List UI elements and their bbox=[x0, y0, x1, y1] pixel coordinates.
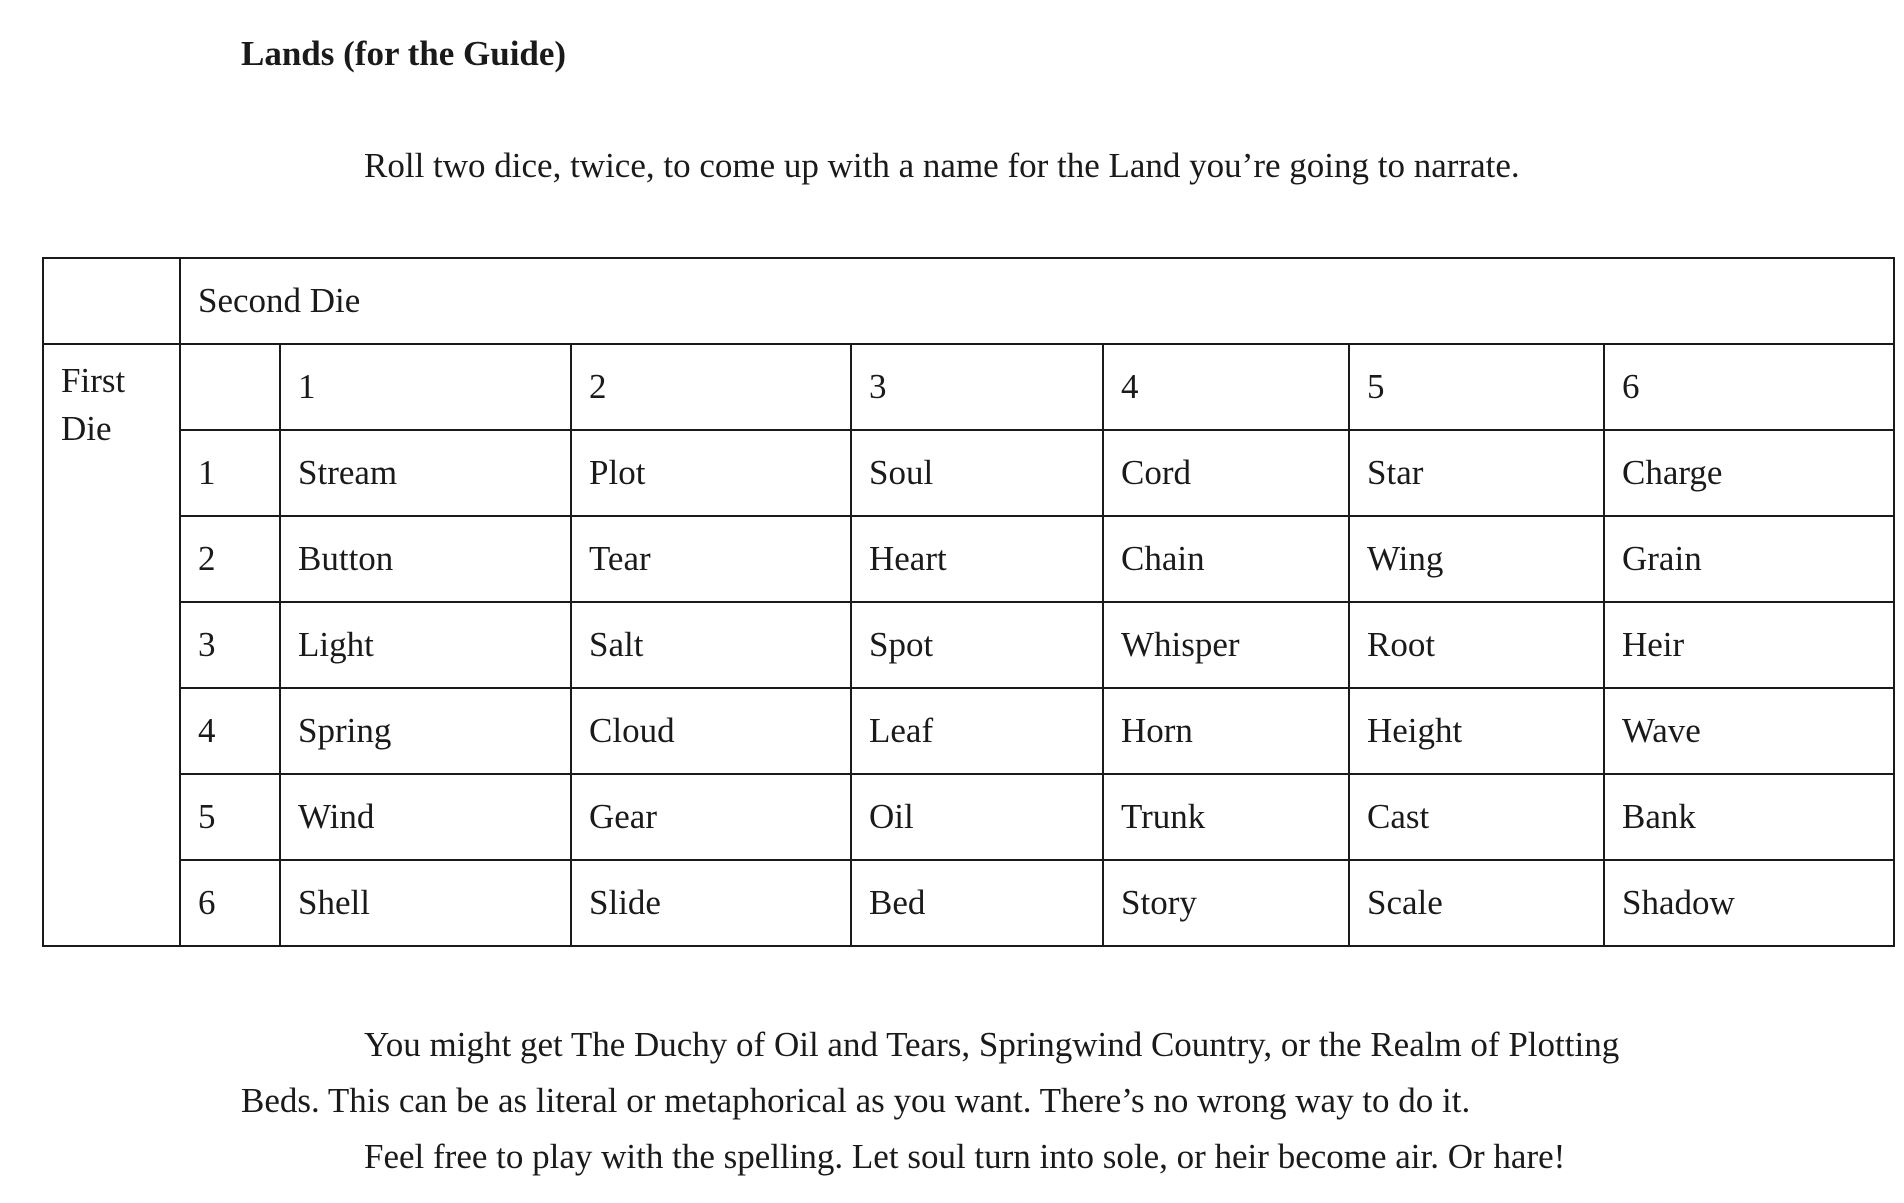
column-header: 4 bbox=[1103, 344, 1349, 430]
page-title: Lands (for the Guide) bbox=[241, 34, 567, 73]
table-cell: Salt bbox=[571, 602, 851, 688]
table-cell: Scale bbox=[1349, 860, 1604, 946]
table-row bbox=[43, 516, 1894, 602]
table-row bbox=[43, 688, 1894, 774]
table-cell: Slide bbox=[571, 860, 851, 946]
example-line-2: Beds. This can be as literal or metaphorical as you want. There’s no wrong way to do it. bbox=[241, 1081, 1471, 1120]
table-cell: Heart bbox=[851, 516, 1103, 602]
table-cell: Cloud bbox=[571, 688, 851, 774]
table-cell: Bank bbox=[1604, 774, 1894, 860]
table-cell: Cast bbox=[1349, 774, 1604, 860]
table-cell: Charge bbox=[1604, 430, 1894, 516]
column-header: 6 bbox=[1604, 344, 1894, 430]
table-cell: Trunk bbox=[1103, 774, 1349, 860]
table-cell: Shadow bbox=[1604, 860, 1894, 946]
example-line-1: You might get The Duchy of Oil and Tears, Springwind Country, or the Realm of Plotting bbox=[364, 1025, 1620, 1064]
row-number: 2 bbox=[180, 516, 280, 602]
row-number: 5 bbox=[180, 774, 280, 860]
row-number: 4 bbox=[180, 688, 280, 774]
table-cell: Spot bbox=[851, 602, 1103, 688]
table-cell: Horn bbox=[1103, 688, 1349, 774]
table-cell: Wave bbox=[1604, 688, 1894, 774]
example-paragraph bbox=[241, 1017, 1619, 1129]
column-number-row bbox=[43, 344, 1894, 430]
dice-name-table bbox=[42, 257, 1895, 947]
spelling-paragraph: Feel free to play with the spelling. Let soul turn into sole, or heir become air. Or hare! bbox=[364, 1137, 1566, 1176]
table-cell: Gear bbox=[571, 774, 851, 860]
table-cell: Spring bbox=[280, 688, 571, 774]
table-cell: Grain bbox=[1604, 516, 1894, 602]
table-cell: Chain bbox=[1103, 516, 1349, 602]
first-die-header: First Die bbox=[43, 344, 180, 946]
row-number: 1 bbox=[180, 430, 280, 516]
table-row bbox=[43, 860, 1894, 946]
intro-text: Roll two dice, twice, to come up with a name for the Land you’re going to narrate. bbox=[364, 146, 1520, 185]
table-header-row bbox=[43, 258, 1894, 344]
table-cell: Shell bbox=[280, 860, 571, 946]
table-row bbox=[43, 602, 1894, 688]
table-cell: Plot bbox=[571, 430, 851, 516]
table-cell: Cord bbox=[1103, 430, 1349, 516]
row-number: 6 bbox=[180, 860, 280, 946]
table-cell: Whisper bbox=[1103, 602, 1349, 688]
table-cell: Wind bbox=[280, 774, 571, 860]
column-header: 1 bbox=[280, 344, 571, 430]
table-cell: Stream bbox=[280, 430, 571, 516]
table-cell: Soul bbox=[851, 430, 1103, 516]
column-header: 5 bbox=[1349, 344, 1604, 430]
table-row bbox=[43, 774, 1894, 860]
table-cell: Leaf bbox=[851, 688, 1103, 774]
table-cell: Wing bbox=[1349, 516, 1604, 602]
column-header: 2 bbox=[571, 344, 851, 430]
blank-cell bbox=[180, 344, 280, 430]
table-row bbox=[43, 430, 1894, 516]
table-cell: Story bbox=[1103, 860, 1349, 946]
second-die-header: Second Die bbox=[180, 258, 1894, 344]
table-cell: Tear bbox=[571, 516, 851, 602]
table-cell: Star bbox=[1349, 430, 1604, 516]
table-cell: Heir bbox=[1604, 602, 1894, 688]
table-cell: Bed bbox=[851, 860, 1103, 946]
table-cell: Button bbox=[280, 516, 571, 602]
corner-cell bbox=[43, 258, 180, 344]
table-cell: Height bbox=[1349, 688, 1604, 774]
table-cell: Light bbox=[280, 602, 571, 688]
table-cell: Root bbox=[1349, 602, 1604, 688]
row-number: 3 bbox=[180, 602, 280, 688]
table-cell: Oil bbox=[851, 774, 1103, 860]
column-header: 3 bbox=[851, 344, 1103, 430]
